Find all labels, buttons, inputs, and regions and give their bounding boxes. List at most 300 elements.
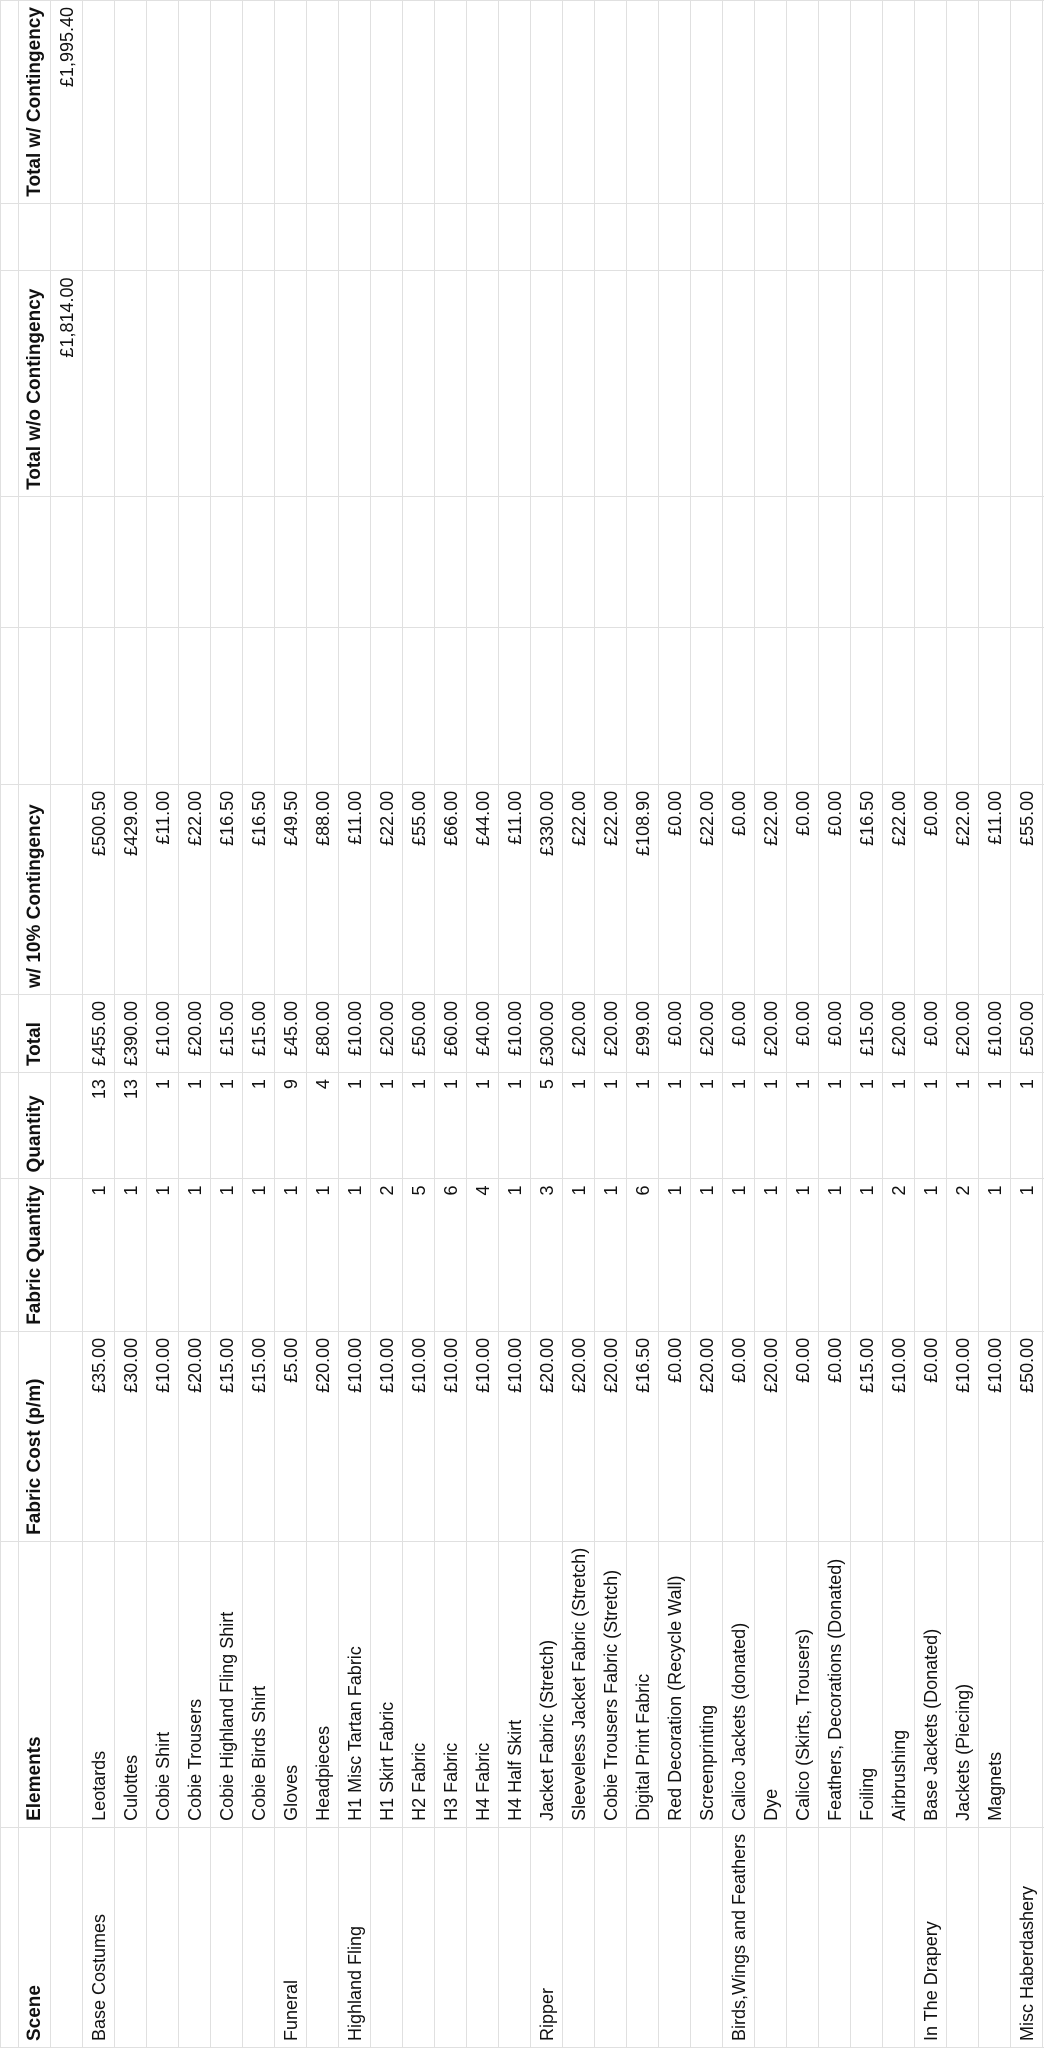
empty-cell[interactable] [339,496,371,627]
cell-quantity[interactable]: 1 [499,1073,531,1179]
cell-total[interactable]: £50.00 [403,994,435,1072]
header-cell-total-wo-contingency[interactable]: Total w/o Contingency [19,271,51,496]
cell-fabric-quantity[interactable]: 1 [307,1179,339,1331]
empty-cell[interactable] [787,271,819,496]
cell-fabric-quantity[interactable]: 1 [851,1179,883,1331]
empty-cell[interactable] [915,496,947,627]
empty-cell[interactable] [243,203,275,271]
empty-cell[interactable] [531,496,563,627]
cell-fabric-quantity[interactable]: 1 [787,1179,819,1331]
cell-scene[interactable] [403,1827,435,2047]
cell-total[interactable]: £455.00 [83,994,115,1072]
cell-element[interactable]: Culottes [115,1541,147,1827]
empty-cell[interactable] [1011,627,1043,784]
header-cell-total[interactable]: Total [19,994,51,1072]
empty-cell[interactable] [563,1,595,204]
cell-element[interactable]: Gloves [275,1541,307,1827]
cell-fabric-cost[interactable]: £15.00 [211,1331,243,1541]
empty-cell[interactable] [819,271,851,496]
cell-quantity[interactable]: 1 [691,1073,723,1179]
cell-fabric-quantity[interactable]: 5 [403,1179,435,1331]
empty-cell[interactable] [147,271,179,496]
cell-fabric-quantity[interactable]: 1 [147,1179,179,1331]
empty-cell[interactable] [19,496,51,627]
cell-fabric-cost[interactable]: £20.00 [563,1331,595,1541]
cell-fabric-cost[interactable]: £15.00 [243,1331,275,1541]
empty-cell[interactable] [435,1,467,204]
empty-cell[interactable] [147,627,179,784]
cell-quantity[interactable]: 1 [211,1073,243,1179]
cell-contingency[interactable]: £11.00 [499,784,531,994]
cell-fabric-quantity[interactable]: 2 [883,1179,915,1331]
empty-cell[interactable] [115,627,147,784]
cell-quantity[interactable]: 1 [851,1073,883,1179]
empty-cell[interactable] [51,1331,83,1541]
empty-cell[interactable] [787,496,819,627]
cell-scene[interactable] [851,1827,883,2047]
empty-cell[interactable] [851,496,883,627]
empty-cell[interactable] [883,271,915,496]
cell-fabric-quantity[interactable]: 1 [691,1179,723,1331]
cell-scene[interactable]: In The Drapery [915,1827,947,2047]
cell-contingency[interactable]: £16.50 [211,784,243,994]
empty-cell[interactable] [563,271,595,496]
empty-cell[interactable] [627,627,659,784]
empty-cell[interactable] [531,203,563,271]
cell-element[interactable]: Headpieces [307,1541,339,1827]
empty-cell[interactable] [19,203,51,271]
cell-scene[interactable] [691,1827,723,2047]
cell-fabric-quantity[interactable]: 1 [211,1179,243,1331]
cell-quantity[interactable]: 1 [435,1073,467,1179]
empty-cell[interactable] [19,627,51,784]
cell-fabric-cost[interactable]: £10.00 [339,1331,371,1541]
cell-element[interactable]: Screenprinting [691,1541,723,1827]
cell-contingency[interactable]: £66.00 [435,784,467,994]
empty-cell[interactable] [83,203,115,271]
cell-fabric-quantity[interactable]: 1 [275,1179,307,1331]
empty-cell[interactable] [51,1073,83,1179]
empty-cell[interactable] [691,271,723,496]
cell-contingency[interactable]: £22.00 [179,784,211,994]
empty-cell[interactable] [115,496,147,627]
cell-quantity[interactable]: 1 [947,1073,979,1179]
cell-fabric-quantity[interactable]: 4 [467,1179,499,1331]
cell-fabric-cost[interactable]: £50.00 [1011,1331,1043,1541]
empty-cell[interactable] [243,271,275,496]
empty-cell[interactable] [979,203,1011,271]
summary-total-w-contingency[interactable]: £1,995.40 [51,1,83,204]
empty-cell[interactable] [435,627,467,784]
cell-fabric-cost[interactable]: £10.00 [467,1331,499,1541]
empty-cell[interactable] [691,627,723,784]
cell-element[interactable]: Cobie Trousers Fabric (Stretch) [595,1541,627,1827]
cell-contingency[interactable]: £22.00 [563,784,595,994]
cell-element[interactable]: H3 Fabric [435,1541,467,1827]
summary-total-wo-contingency[interactable]: £1,814.00 [51,271,83,496]
empty-cell[interactable] [179,271,211,496]
empty-cell[interactable] [691,1,723,204]
cell-contingency[interactable]: £108.90 [627,784,659,994]
cell-total[interactable]: £60.00 [435,994,467,1072]
cell-fabric-cost[interactable]: £0.00 [723,1331,755,1541]
empty-cell[interactable] [883,203,915,271]
empty-cell[interactable] [659,1,691,204]
cell-scene[interactable] [563,1827,595,2047]
empty-cell[interactable] [659,496,691,627]
header-cell-total-w-contingency[interactable]: Total w/ Contingency [19,1,51,204]
cell-quantity[interactable]: 1 [627,1073,659,1179]
empty-cell[interactable] [691,203,723,271]
empty-cell[interactable] [467,1,499,204]
cell-quantity[interactable]: 1 [467,1073,499,1179]
cell-contingency[interactable]: £22.00 [947,784,979,994]
empty-cell[interactable] [883,496,915,627]
empty-cell[interactable] [595,496,627,627]
empty-cell[interactable] [179,1,211,204]
cell-scene[interactable]: Highland Fling [339,1827,371,2047]
empty-cell[interactable] [243,496,275,627]
cell-total[interactable]: £10.00 [499,994,531,1072]
cell-element[interactable]: Feathers, Decorations (Donated) [819,1541,851,1827]
cell-total[interactable]: £15.00 [211,994,243,1072]
cell-scene[interactable] [947,1827,979,2047]
empty-cell[interactable] [1011,496,1043,627]
cell-fabric-cost[interactable]: £20.00 [595,1331,627,1541]
empty-cell[interactable] [339,203,371,271]
empty-cell[interactable] [179,496,211,627]
empty-cell[interactable] [659,627,691,784]
empty-cell[interactable] [723,203,755,271]
empty-cell[interactable] [467,627,499,784]
empty-cell[interactable] [51,994,83,1072]
cell-total[interactable]: £50.00 [1011,994,1043,1072]
empty-cell[interactable] [947,496,979,627]
empty-cell[interactable] [275,1,307,204]
empty-cell[interactable] [147,496,179,627]
cell-total[interactable]: £10.00 [979,994,1011,1072]
cell-element[interactable]: Calico Jackets (donated) [723,1541,755,1827]
cell-scene[interactable] [147,1827,179,2047]
cell-scene[interactable] [755,1827,787,2047]
cell-element[interactable]: H4 Fabric [467,1541,499,1827]
empty-cell[interactable] [851,203,883,271]
cell-quantity[interactable]: 9 [275,1073,307,1179]
cell-contingency[interactable]: £49.50 [275,784,307,994]
empty-cell[interactable] [307,1,339,204]
cell-total[interactable]: £15.00 [243,994,275,1072]
cell-fabric-cost[interactable]: £10.00 [883,1331,915,1541]
header-cell-contingency[interactable]: w/ 10% Contingency [19,784,51,994]
cell-element[interactable]: Jacket Fabric (Stretch) [531,1541,563,1827]
empty-cell[interactable] [307,203,339,271]
cell-quantity[interactable]: 1 [979,1073,1011,1179]
cell-fabric-cost[interactable]: £30.00 [115,1331,147,1541]
empty-cell[interactable] [531,1,563,204]
cell-contingency[interactable]: £22.00 [883,784,915,994]
empty-cell[interactable] [179,627,211,784]
cell-contingency[interactable]: £55.00 [1011,784,1043,994]
cell-element[interactable]: H1 Skirt Fabric [371,1541,403,1827]
empty-cell[interactable] [947,627,979,784]
cell-total[interactable]: £20.00 [595,994,627,1072]
cell-total[interactable]: £10.00 [147,994,179,1072]
empty-cell[interactable] [979,627,1011,784]
cell-scene[interactable] [467,1827,499,2047]
header-cell-fabric-quantity[interactable]: Fabric Quantity [19,1179,51,1331]
cell-fabric-cost[interactable]: £0.00 [787,1331,819,1541]
cell-fabric-cost[interactable]: £10.00 [403,1331,435,1541]
cell-contingency[interactable]: £330.00 [531,784,563,994]
empty-cell[interactable] [275,627,307,784]
cell-quantity[interactable]: 13 [83,1073,115,1179]
empty-cell[interactable] [947,1,979,204]
cell-scene[interactable] [883,1827,915,2047]
empty-cell[interactable] [595,203,627,271]
empty-cell[interactable] [115,1,147,204]
cell-total[interactable]: £15.00 [851,994,883,1072]
cell-element[interactable]: Foiling [851,1541,883,1827]
empty-cell[interactable] [627,203,659,271]
cell-total[interactable]: £0.00 [819,994,851,1072]
cell-fabric-cost[interactable]: £20.00 [531,1331,563,1541]
cell-quantity[interactable]: 1 [787,1073,819,1179]
cell-quantity[interactable]: 5 [531,1073,563,1179]
cell-contingency[interactable]: £16.50 [243,784,275,994]
cell-fabric-cost[interactable]: £5.00 [275,1331,307,1541]
cell-contingency[interactable]: £88.00 [307,784,339,994]
empty-cell[interactable] [371,627,403,784]
empty-cell[interactable] [755,496,787,627]
empty-cell[interactable] [499,271,531,496]
cell-fabric-cost[interactable]: £10.00 [371,1331,403,1541]
cell-total[interactable]: £20.00 [563,994,595,1072]
cell-contingency[interactable]: £11.00 [147,784,179,994]
cell-element[interactable]: Magnets [979,1541,1011,1827]
empty-cell[interactable] [755,271,787,496]
empty-cell[interactable] [243,627,275,784]
empty-cell[interactable] [435,203,467,271]
cell-scene[interactable] [435,1827,467,2047]
empty-cell[interactable] [531,271,563,496]
empty-cell[interactable] [243,1,275,204]
empty-cell[interactable] [915,203,947,271]
cell-contingency[interactable]: £22.00 [755,784,787,994]
empty-cell[interactable] [275,203,307,271]
cell-contingency[interactable]: £0.00 [787,784,819,994]
empty-cell[interactable] [563,627,595,784]
cell-quantity[interactable]: 1 [723,1073,755,1179]
cell-scene[interactable] [595,1827,627,2047]
empty-cell[interactable] [83,271,115,496]
cell-scene[interactable]: Base Costumes [83,1827,115,2047]
empty-cell[interactable] [819,627,851,784]
cell-total[interactable]: £45.00 [275,994,307,1072]
empty-cell[interactable] [435,496,467,627]
cell-fabric-quantity[interactable]: 1 [659,1179,691,1331]
cell-quantity[interactable]: 1 [371,1073,403,1179]
empty-cell[interactable] [51,496,83,627]
empty-cell[interactable] [371,203,403,271]
cell-fabric-cost[interactable]: £20.00 [307,1331,339,1541]
empty-cell[interactable] [403,203,435,271]
cell-scene[interactable] [819,1827,851,2047]
empty-cell[interactable] [787,627,819,784]
empty-cell[interactable] [851,271,883,496]
cell-fabric-cost[interactable]: £10.00 [147,1331,179,1541]
empty-cell[interactable] [1011,1,1043,204]
cell-scene[interactable]: Birds,Wings and Feathers [723,1827,755,2047]
empty-cell[interactable] [371,496,403,627]
empty-cell[interactable] [51,203,83,271]
cell-fabric-quantity[interactable]: 6 [435,1179,467,1331]
empty-cell[interactable] [51,627,83,784]
cell-total[interactable]: £99.00 [627,994,659,1072]
cell-fabric-cost[interactable]: £16.50 [627,1331,659,1541]
empty-cell[interactable] [499,627,531,784]
cell-fabric-quantity[interactable]: 1 [243,1179,275,1331]
cell-total[interactable]: £20.00 [179,994,211,1072]
cell-contingency[interactable]: £11.00 [979,784,1011,994]
cell-contingency[interactable]: £0.00 [819,784,851,994]
empty-cell[interactable] [851,1,883,204]
cell-contingency[interactable]: £500.50 [83,784,115,994]
cell-fabric-quantity[interactable]: 1 [723,1179,755,1331]
empty-cell[interactable] [307,627,339,784]
empty-cell[interactable] [1011,203,1043,271]
empty-cell[interactable] [467,271,499,496]
empty-cell[interactable] [403,627,435,784]
cell-fabric-quantity[interactable]: 1 [1011,1179,1043,1331]
empty-cell[interactable] [83,496,115,627]
empty-cell[interactable] [499,496,531,627]
cell-quantity[interactable]: 1 [243,1073,275,1179]
cell-fabric-cost[interactable]: £20.00 [755,1331,787,1541]
empty-cell[interactable] [467,496,499,627]
cell-element[interactable]: Jackets (Piecing) [947,1541,979,1827]
empty-cell[interactable] [979,271,1011,496]
cell-total[interactable]: £20.00 [755,994,787,1072]
empty-cell[interactable] [883,627,915,784]
cell-fabric-cost[interactable]: £10.00 [435,1331,467,1541]
empty-cell[interactable] [947,271,979,496]
empty-cell[interactable] [467,203,499,271]
empty-cell[interactable] [659,203,691,271]
empty-cell[interactable] [755,203,787,271]
cell-total[interactable]: £20.00 [371,994,403,1072]
empty-cell[interactable] [211,271,243,496]
cell-scene[interactable] [115,1827,147,2047]
cell-total[interactable]: £0.00 [723,994,755,1072]
cell-quantity[interactable]: 1 [563,1073,595,1179]
cell-contingency[interactable]: £16.50 [851,784,883,994]
empty-cell[interactable] [563,496,595,627]
cell-fabric-quantity[interactable]: 1 [595,1179,627,1331]
cell-fabric-cost[interactable]: £10.00 [947,1331,979,1541]
empty-cell[interactable] [723,496,755,627]
cell-element[interactable]: H4 Half Skirt [499,1541,531,1827]
cell-quantity[interactable]: 4 [307,1073,339,1179]
header-cell-fabric-cost[interactable]: Fabric Cost (p/m) [19,1331,51,1541]
cell-contingency[interactable]: £22.00 [691,784,723,994]
empty-cell[interactable] [819,496,851,627]
cell-element[interactable]: Cobie Trousers [179,1541,211,1827]
empty-cell[interactable] [115,271,147,496]
empty-cell[interactable] [339,1,371,204]
empty-cell[interactable] [275,496,307,627]
cell-contingency[interactable]: £0.00 [915,784,947,994]
empty-cell[interactable] [755,1,787,204]
empty-cell[interactable] [723,271,755,496]
empty-cell[interactable] [595,271,627,496]
empty-cell[interactable] [819,203,851,271]
cell-scene[interactable] [211,1827,243,2047]
cell-element[interactable]: Cobie Shirt [147,1541,179,1827]
cell-scene[interactable] [371,1827,403,2047]
cell-quantity[interactable]: 13 [115,1073,147,1179]
cell-quantity[interactable]: 1 [883,1073,915,1179]
cell-scene[interactable] [787,1827,819,2047]
cell-total[interactable]: £0.00 [787,994,819,1072]
empty-cell[interactable] [627,1,659,204]
cell-element[interactable]: H1 Misc Tartan Fabric [339,1541,371,1827]
cell-fabric-cost[interactable]: £35.00 [83,1331,115,1541]
cell-total[interactable]: £0.00 [915,994,947,1072]
empty-cell[interactable] [211,1,243,204]
header-cell-quantity[interactable]: Quantity [19,1073,51,1179]
cell-total[interactable]: £10.00 [339,994,371,1072]
cell-contingency[interactable]: £0.00 [659,784,691,994]
cell-contingency[interactable]: £55.00 [403,784,435,994]
cell-fabric-quantity[interactable]: 1 [339,1179,371,1331]
empty-cell[interactable] [307,496,339,627]
cell-quantity[interactable]: 1 [595,1073,627,1179]
cell-element[interactable]: Base Jackets (Donated) [915,1541,947,1827]
empty-cell[interactable] [147,1,179,204]
empty-cell[interactable] [115,203,147,271]
cell-quantity[interactable]: 1 [755,1073,787,1179]
empty-cell[interactable] [211,203,243,271]
cell-fabric-cost[interactable]: £20.00 [691,1331,723,1541]
empty-cell[interactable] [403,1,435,204]
cell-total[interactable]: £390.00 [115,994,147,1072]
cell-fabric-quantity[interactable]: 1 [83,1179,115,1331]
cell-fabric-quantity[interactable]: 1 [755,1179,787,1331]
cell-element[interactable]: Digital Print Fabric [627,1541,659,1827]
cell-quantity[interactable]: 1 [179,1073,211,1179]
cell-fabric-cost[interactable]: £0.00 [915,1331,947,1541]
empty-cell[interactable] [435,271,467,496]
cell-scene[interactable]: Ripper [531,1827,563,2047]
empty-cell[interactable] [787,1,819,204]
empty-cell[interactable] [275,271,307,496]
cell-fabric-cost[interactable]: £0.00 [819,1331,851,1541]
cell-element[interactable]: Sleeveless Jacket Fabric (Stretch) [563,1541,595,1827]
header-cell-elements[interactable]: Elements [19,1541,51,1827]
empty-cell[interactable] [915,627,947,784]
empty-cell[interactable] [211,496,243,627]
empty-cell[interactable] [179,203,211,271]
empty-cell[interactable] [627,271,659,496]
cell-fabric-quantity[interactable]: 2 [371,1179,403,1331]
header-cell-scene[interactable]: Scene [19,1827,51,2047]
cell-contingency[interactable]: £44.00 [467,784,499,994]
cell-quantity[interactable]: 1 [339,1073,371,1179]
empty-cell[interactable] [371,271,403,496]
cell-fabric-quantity[interactable]: 6 [627,1179,659,1331]
cell-element[interactable]: Cobie Birds Shirt [243,1541,275,1827]
cell-scene[interactable] [659,1827,691,2047]
